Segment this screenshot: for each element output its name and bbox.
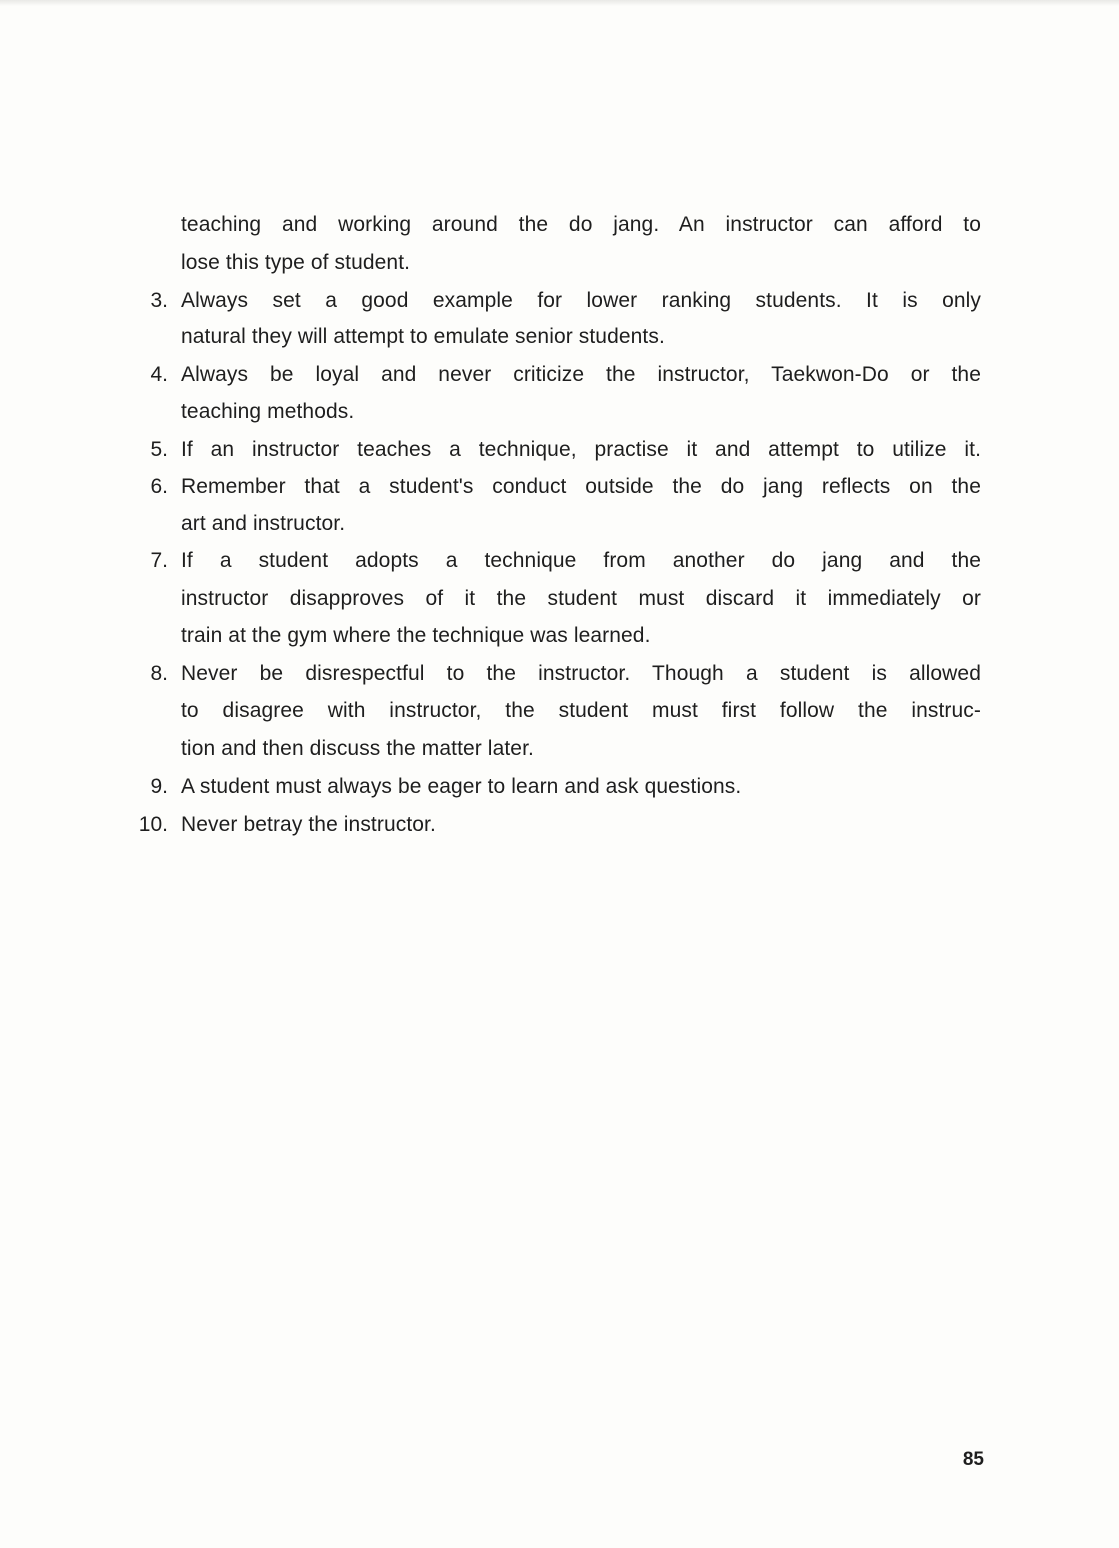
page-top-edge <box>0 0 1119 6</box>
list-item-line: natural they will attempt to emulate senior students. <box>181 325 665 348</box>
list-item-number: 4. <box>150 363 168 386</box>
page-number: 85 <box>962 1449 984 1470</box>
list-item-line: Never be disrespectful to the instructor. Though a student is allowed <box>181 662 981 685</box>
continuation-line-2: lose this type of student. <box>181 251 411 274</box>
list-item-line: If a student adopts a technique from another do jang and the <box>181 549 981 572</box>
list-item-line: Remember that a student's conduct outside the do jang reflects on the <box>181 475 981 498</box>
list-item-number: 3. <box>150 289 168 312</box>
list-item-line: train at the gym where the technique was learned. <box>181 624 651 647</box>
list-item-number: 9. <box>150 775 168 798</box>
list-item-line: to disagree with instructor, the student must first follow the instruc- <box>181 699 981 722</box>
list-item-line: Always be loyal and never criticize the instructor, Taekwon-Do or the <box>181 363 981 386</box>
list-item-line: If an instructor teaches a technique, practise it and attempt to utilize it. <box>181 438 981 461</box>
list-item-line: teaching methods. <box>181 400 355 423</box>
list-item-number: 5. <box>150 438 168 461</box>
list-item-line: Never betray the instructor. <box>181 813 436 836</box>
continuation-line-1: teaching and working around the do jang. An instructor can afford to <box>181 213 981 236</box>
list-item-line: tion and then discuss the matter later. <box>181 737 534 760</box>
list-item-number: 10. <box>138 813 168 836</box>
list-item-line: A student must always be eager to learn and ask questions. <box>181 775 742 798</box>
list-item-number: 6. <box>150 475 168 498</box>
list-item-number: 7. <box>150 549 168 572</box>
list-item-line: instructor disapproves of it the student must discard it immediately or <box>181 587 981 610</box>
list-item-line: Always set a good example for lower ranking students. It is only <box>181 289 981 312</box>
list-item-number: 8. <box>150 662 168 685</box>
list-item-line: art and instructor. <box>181 512 346 535</box>
